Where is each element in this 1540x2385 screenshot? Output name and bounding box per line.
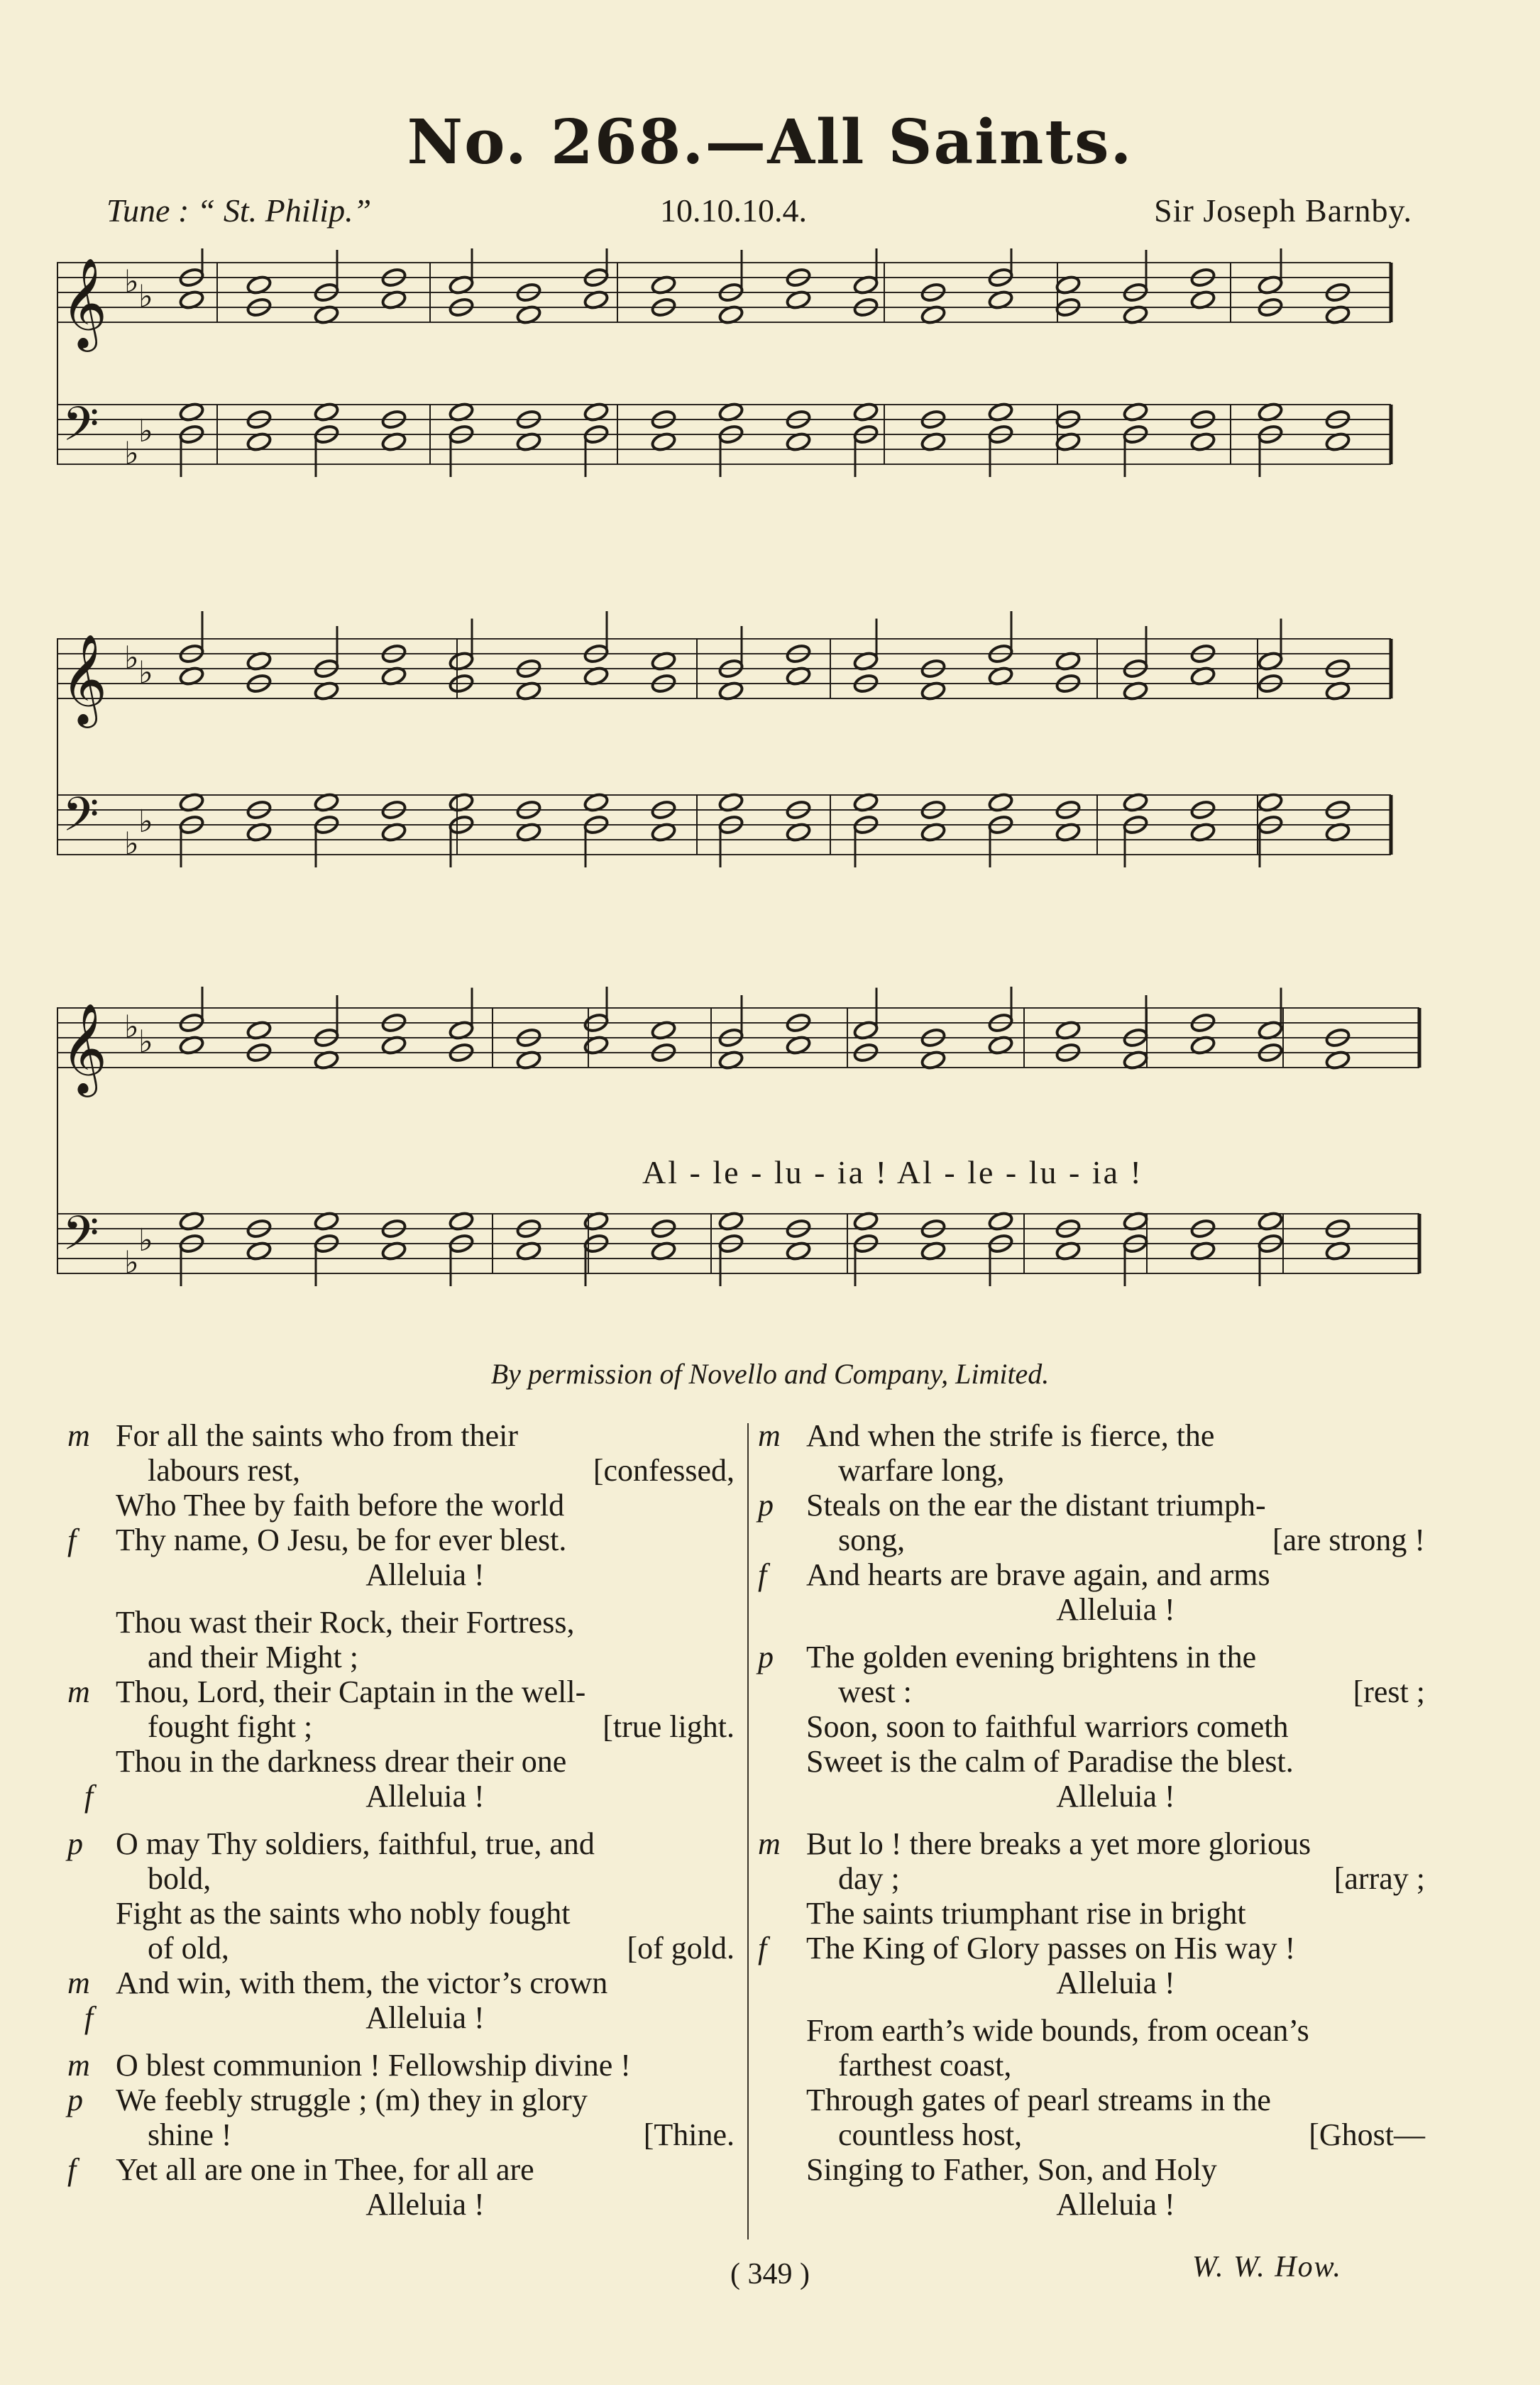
verse-line [67,2000,735,2035]
treble-clef-icon: 𝄞 [61,257,108,348]
verse-line [758,1826,1425,1861]
bass-clef-icon: 𝄢 [62,1206,99,1272]
verse-text: bold, [148,1861,211,1896]
verse-line [758,1592,1425,1627]
stanza [67,1605,735,1814]
permission-note: By permission of Novello and Company, Limited. [490,1358,1050,1390]
verse-text: Alleluia ! [365,1557,485,1592]
verse-text: The King of Glory passes on His way ! [806,1931,1296,1965]
treble-clef-icon: 𝄞 [61,1002,108,1093]
verse-text: O may Thy soldiers, faithful, true, and [116,1826,595,1861]
dynamic-mark: p [758,1488,774,1523]
verse-text: For all the saints who from their [116,1418,519,1453]
verse-line [67,2117,735,2152]
verse-text: We feebly struggle ; (m) they in glory [116,2083,588,2117]
dynamic-mark: f [758,1557,767,1592]
dynamic-mark: f [84,1779,94,1814]
tune-info-line [106,192,1412,234]
dynamic-mark: p [67,2083,83,2117]
verse-line [67,1488,735,1523]
verse-text: west : [838,1674,912,1709]
dynamic-mark: m [67,2048,90,2083]
verse-text: Alleluia ! [1056,1779,1175,1814]
verse-text: farthest coast, [838,2048,1012,2083]
stanza [758,1418,1425,1627]
verse-line [758,1418,1425,1453]
verse-line [67,1418,735,1453]
verse-line [67,1896,735,1931]
verse-carryover: [of gold. [627,1931,735,1965]
verse-text: Thy name, O Jesu, be for ever blest. [116,1523,567,1557]
verse-line [758,1557,1425,1592]
meter: 10.10.10.4. [660,192,807,229]
verse-text: countless host, [838,2117,1023,2152]
verse-line [758,2048,1425,2083]
dynamic-mark: m [758,1418,781,1453]
verse-line [67,1709,735,1744]
verse-text: The saints triumphant rise in bright [806,1896,1246,1931]
flat-icon: ♭ [138,1024,153,1060]
flat-icon: ♭ [124,435,139,472]
verse-line [67,1523,735,1557]
verse-text: Fight as the saints who nobly fought [116,1896,571,1931]
verse-text: Through gates of pearl streams in the [806,2083,1271,2117]
verse-line [758,1931,1425,1965]
bass-clef-icon: 𝄢 [62,397,99,463]
verse-line [67,1861,735,1896]
verse-line [758,1965,1425,2000]
verse-line [758,1744,1425,1779]
verse-text: song, [838,1523,906,1557]
verse-text: fought fight ; [148,1709,313,1744]
verse-text: Thou, Lord, their Captain in the well- [116,1674,586,1709]
dynamic-mark: p [758,1640,774,1674]
verse-line [758,1779,1425,1814]
stanza [67,2048,735,2222]
dynamic-mark: m [67,1965,90,2000]
verse-line [758,1640,1425,1674]
verse-text: Alleluia ! [365,2187,485,2222]
stanza [758,1826,1425,2000]
verse-text: Steals on the ear the distant triumph- [806,1488,1266,1523]
verse-line [67,1674,735,1709]
alleluia-lyric: Al - le - lu - ia ! Al - le - lu - ia ! [642,1154,1143,1190]
dynamic-mark: f [67,2152,77,2187]
stanza [67,1418,735,1592]
verse-line [758,1523,1425,1557]
verse-line [67,2187,735,2222]
verse-carryover: [Thine. [643,2117,735,2152]
verse-text: Alleluia ! [365,1779,485,1814]
verse-line [67,1779,735,1814]
bass-clef-icon: 𝄢 [62,787,99,853]
stanza [758,2013,1425,2222]
treble-clef-icon: 𝄞 [61,633,108,724]
verse-text: Alleluia ! [365,2000,485,2035]
verse-text: Alleluia ! [1056,2187,1175,2222]
verse-line [67,1744,735,1779]
music-system-2 [57,610,1448,909]
verse-line [758,1709,1425,1744]
verse-line [67,2152,735,2187]
verse-carryover: [rest ; [1353,1674,1425,1709]
verse-text: of old, [148,1931,229,1965]
verse-text: Thou wast their Rock, their Fortress, [116,1605,575,1640]
verse-line [67,1605,735,1640]
verse-line [758,2083,1425,2117]
verse-text: But lo ! there breaks a yet more glorious [806,1826,1311,1861]
flat-icon: ♭ [124,826,139,862]
verses-right-column [758,1418,1425,2235]
dynamic-mark: m [758,1826,781,1861]
dynamic-mark: p [67,1826,83,1861]
composer: Sir Joseph Barnby. [1154,192,1412,229]
verse-text: And win, with them, the victor’s crown [116,1965,608,2000]
verse-text: Singing to Father, Son, and Holy [806,2152,1217,2187]
verse-line [758,2013,1425,2048]
flat-icon: ♭ [138,1222,153,1259]
dynamic-mark: f [758,1931,767,1965]
author: W. W. How. [1192,2251,1342,2283]
stanza [758,1640,1425,1814]
page-number: ( 349 ) [730,2258,810,2291]
dynamic-mark: f [84,2000,94,2035]
verse-line [67,1826,735,1861]
flat-icon: ♭ [124,263,139,300]
verse-line [67,1453,735,1488]
verse-line [758,1453,1425,1488]
verse-text: Yet all are one in Thee, for all are [116,2152,534,2187]
flat-icon: ♭ [138,804,153,840]
verse-text: shine ! [148,2117,232,2152]
verse-text: day ; [838,1861,900,1896]
verse-text: The golden evening brightens in the [806,1640,1257,1674]
verse-text: and their Might ; [148,1640,358,1674]
flat-icon: ♭ [124,1009,139,1046]
dynamic-mark: m [67,1674,90,1709]
flat-icon: ♭ [138,654,153,691]
hymn-title: No. 268.—All Saints. [407,106,1133,178]
verse-text: Who Thee by faith before the world [116,1488,565,1523]
flat-icon: ♭ [138,413,153,449]
stanza [67,1826,735,2035]
verse-carryover: [true light. [603,1709,735,1744]
verse-text: O blest communion ! Fellowship divine ! [116,2048,631,2083]
music-system-1 [57,248,1448,547]
flat-icon: ♭ [138,278,153,315]
verse-text: Thou in the darkness drear their one [116,1744,567,1779]
verse-text: And hearts are brave again, and arms [806,1557,1270,1592]
dynamic-mark: f [67,1523,77,1557]
flat-icon: ♭ [124,1244,139,1281]
verse-line [67,1931,735,1965]
verse-carryover: [array ; [1333,1861,1425,1896]
verse-line [758,2117,1425,2152]
verse-carryover: [confessed, [593,1453,735,1488]
verse-text: From earth’s wide bounds, from ocean’s [806,2013,1309,2048]
verse-carryover: [Ghost— [1309,2117,1425,2152]
verse-line [758,1896,1425,1931]
verse-text: Soon, soon to faithful warriors cometh [806,1709,1289,1744]
verse-line [67,1965,735,2000]
flat-icon: ♭ [124,640,139,676]
verse-line [758,1861,1425,1896]
tune-name: Tune : “ St. Philip.” [106,192,372,229]
verse-line [758,2152,1425,2187]
score-svg-1 [57,248,1448,547]
column-divider [747,1423,749,2239]
verse-line [758,1488,1425,1523]
verse-line [67,1640,735,1674]
verse-text: warfare long, [838,1453,1005,1488]
verse-carryover: [are strong ! [1272,1523,1425,1557]
verse-text: labours rest, [148,1453,301,1488]
verse-line [758,2187,1425,2222]
score-svg-2 [57,610,1448,909]
verse-line [67,2083,735,2117]
verse-text: Alleluia ! [1056,1592,1175,1627]
dynamic-mark: m [67,1418,90,1453]
verse-line [67,2048,735,2083]
verse-text: And when the strife is fierce, the [806,1418,1215,1453]
verse-line [67,1557,735,1592]
verse-line [758,1674,1425,1709]
verse-text: Alleluia ! [1056,1965,1175,2000]
verse-text: Sweet is the calm of Paradise the blest. [806,1744,1294,1779]
verses-left-column [67,1418,735,2235]
